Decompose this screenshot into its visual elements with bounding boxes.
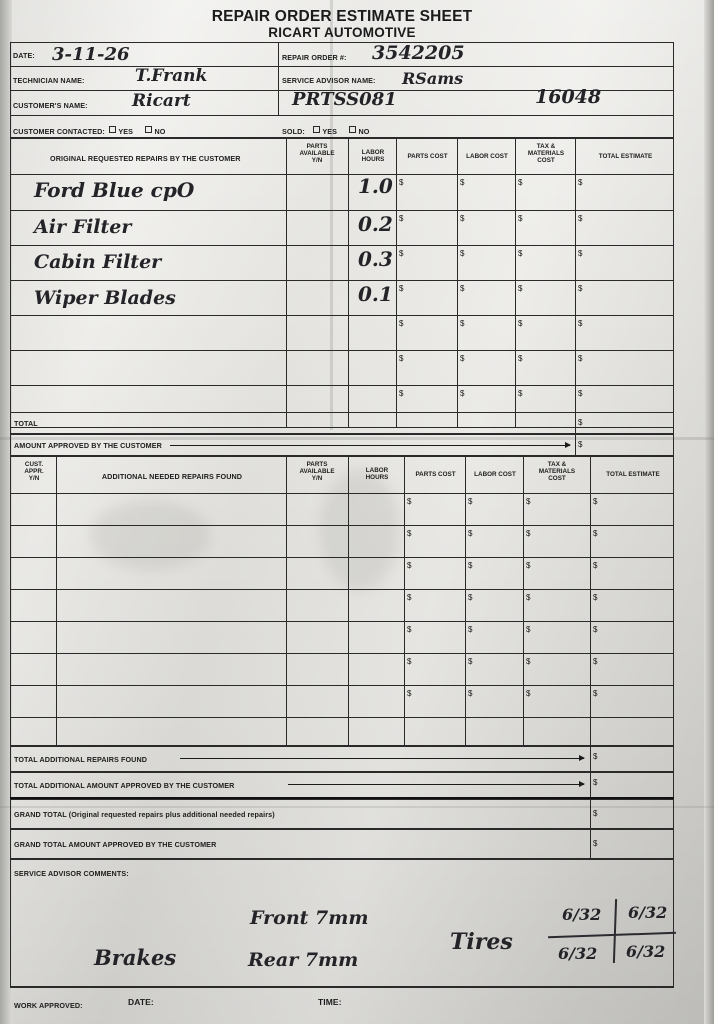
t2-row-line-2: [10, 557, 674, 558]
t2-r4-labor-cost-currency: $: [468, 593, 473, 602]
t1-total-col: [575, 412, 576, 434]
t1-r2-total-currency: $: [578, 214, 583, 223]
t2-header-tax-materials: TAX & MATERIALS COST: [538, 461, 576, 482]
t1-header-tax-materials: TAX & MATERIALS COST: [527, 143, 565, 164]
t2-r3-labor-cost-currency: $: [468, 561, 473, 570]
t1-row-line-1: [10, 210, 674, 211]
t2-row-line-1: [10, 525, 674, 526]
t2-col-parts-cost: [404, 456, 405, 746]
t2-header-cust-appr: CUST. APPR. Y/N: [24, 461, 44, 482]
t1-total-currency: $: [578, 418, 583, 427]
t1-r5-labor-cost-currency: $: [460, 319, 465, 328]
comments-tires: Tires: [450, 929, 513, 955]
t2-r7-labor-cost-currency: $: [468, 689, 473, 698]
t2-col-labor-cost: [465, 456, 466, 746]
t1-r3-total-currency: $: [578, 249, 583, 258]
comments-rear: Rear 7mm: [248, 949, 359, 971]
t1-r7-labor-cost-currency: $: [460, 389, 465, 398]
total-additional-approved-currency: $: [593, 778, 598, 787]
t2-r7-parts-cost-currency: $: [407, 689, 412, 698]
t1-r7-tax-currency: $: [518, 389, 523, 398]
t1-r1-total-currency: $: [578, 178, 583, 187]
t1-row-2-repair: Air Filter: [34, 216, 132, 238]
t1-r6-tax-currency: $: [518, 354, 523, 363]
title-line-2: RICART AUTOMOTIVE: [268, 25, 416, 40]
t2-r2-total-currency: $: [593, 529, 598, 538]
tire-depth-left-front: 6/32: [562, 905, 602, 924]
repair-order-label: REPAIR ORDER #:: [282, 53, 347, 62]
footer-time-label: TIME:: [318, 997, 342, 1007]
total-additional-arrow: [180, 758, 584, 759]
t1-r3-tax-currency: $: [518, 249, 523, 258]
t1-approved-arrow: [170, 445, 570, 446]
stock-number-value: 16048: [535, 86, 602, 108]
sold-no-label: NO: [358, 127, 370, 136]
customer-code-value: PRTSS081: [292, 89, 397, 110]
t1-r2-tax-currency: $: [518, 214, 523, 223]
t1-row-line-6: [10, 385, 674, 386]
grand-total-col: [590, 799, 591, 829]
t1-header-total-estimate: TOTAL ESTIMATE: [598, 153, 653, 160]
footer-date-label: DATE:: [128, 997, 154, 1007]
t2-r3-tax-currency: $: [526, 561, 531, 570]
t1-row-1-repair: Ford Blue cpO: [34, 178, 195, 202]
t2-header-bottom: [10, 493, 674, 494]
t2-r7-tax-currency: $: [526, 689, 531, 698]
estimate-form: [10, 6, 674, 1016]
t1-header-repairs: ORIGINAL REQUESTED REPAIRS BY THE CUSTOMER: [50, 154, 241, 163]
t2-header-parts-cost: PARTS COST: [415, 471, 456, 478]
t1-r1-parts-cost-currency: $: [399, 178, 404, 187]
t2-row-line-7: [10, 717, 674, 718]
t2-header-labor-cost: LABOR COST: [474, 471, 516, 478]
total-additional-approved-col: [590, 772, 591, 798]
t2-r5-tax-currency: $: [526, 625, 531, 634]
t1-row-4-repair: Wiper Blades: [34, 287, 176, 309]
t2-r5-total-currency: $: [593, 625, 598, 634]
t1-r1-tax-currency: $: [518, 178, 523, 187]
t2-r3-total-currency: $: [593, 561, 598, 570]
t1-row-line-5: [10, 350, 674, 351]
t1-r1-labor-cost-currency: $: [460, 178, 465, 187]
t2-r2-parts-cost-currency: $: [407, 529, 412, 538]
t2-r4-total-currency: $: [593, 593, 598, 602]
t1-header-parts-cost: PARTS COST: [407, 153, 448, 160]
t2-header-parts-available: PARTS AVAILABLE Y/N: [299, 461, 335, 482]
t1-r5-total-currency: $: [578, 319, 583, 328]
comments-front: Front 7mm: [250, 907, 369, 929]
t1-r4-tax-currency: $: [518, 284, 523, 293]
customer-contacted-yes-label: YES: [118, 127, 134, 136]
paper-right-edge: [704, 0, 714, 1024]
grand-total-approved-col: [590, 829, 591, 859]
t2-row-line-6: [10, 685, 674, 686]
t1-r4-labor-cost-currency: $: [460, 284, 465, 293]
t1-row-line-2: [10, 245, 674, 246]
t1-row-4-labor-hours: 0.1: [358, 282, 393, 306]
t2-r1-tax-currency: $: [526, 497, 531, 506]
t2-r3-parts-cost-currency: $: [407, 561, 412, 570]
tire-depth-right-front: 6/32: [628, 903, 668, 922]
grand-total-label: GRAND TOTAL (Original requested repairs plus additional needed repairs): [14, 810, 275, 819]
total-additional-approved-label: TOTAL ADDITIONAL AMOUNT APPROVED BY THE CUSTOMER: [14, 781, 235, 790]
t2-header-labor-hours: LABOR HOURS: [365, 467, 389, 481]
t2-col-parts-avail: [286, 456, 287, 746]
additional-repairs-table: [10, 456, 674, 746]
date-label: DATE:: [13, 51, 35, 60]
t1-header-labor-cost: LABOR COST: [466, 153, 508, 160]
t1-row-line-3: [10, 280, 674, 281]
total-additional-col: [590, 746, 591, 772]
t2-header-total-estimate: TOTAL ESTIMATE: [606, 471, 660, 478]
t2-r2-tax-currency: $: [526, 529, 531, 538]
t1-r6-parts-cost-currency: $: [399, 354, 404, 363]
header-divider-1: [10, 66, 674, 67]
service-advisor-value: RSams: [402, 69, 464, 88]
grand-total-currency: $: [593, 809, 598, 818]
t2-r6-parts-cost-currency: $: [407, 657, 412, 666]
tire-depth-left-rear: 6/32: [558, 944, 598, 963]
comments-brakes: Brakes: [94, 945, 177, 970]
t1-header-parts-available: PARTS AVAILABLE Y/N: [299, 143, 335, 164]
t1-approved-currency: $: [578, 440, 583, 449]
sold-no-checkbox[interactable]: [349, 126, 356, 133]
t2-col-total-estimate: [590, 456, 591, 746]
title-line-1: REPAIR ORDER ESTIMATE SHEET: [211, 8, 473, 25]
service-advisor-comments-label: SERVICE ADVISOR COMMENTS:: [14, 869, 129, 878]
t2-r1-labor-cost-currency: $: [468, 497, 473, 506]
sold-group: [282, 121, 369, 139]
t2-r6-total-currency: $: [593, 657, 598, 666]
customer-contacted-group: [13, 121, 165, 139]
repair-order-value: 3542205: [372, 42, 465, 64]
t2-r5-labor-cost-currency: $: [468, 625, 473, 634]
customer-contacted-no-checkbox[interactable]: [145, 126, 152, 133]
t1-header-labor-hours: LABOR HOURS: [361, 149, 385, 163]
t2-r2-labor-cost-currency: $: [468, 529, 473, 538]
total-additional-label: TOTAL ADDITIONAL REPAIRS FOUND: [14, 755, 148, 764]
technician-value: T.Frank: [135, 66, 208, 86]
customer-contacted-no-label: NO: [154, 127, 166, 136]
t1-total-label: TOTAL: [14, 419, 38, 428]
t1-r4-total-currency: $: [578, 284, 583, 293]
service-advisor-label: SERVICE ADVISOR NAME:: [282, 76, 376, 85]
t1-row-3-repair: Cabin Filter: [34, 251, 162, 273]
customer-label: CUSTOMER'S NAME:: [13, 101, 88, 110]
t1-approved-label: AMOUNT APPROVED BY THE CUSTOMER: [14, 441, 162, 450]
t1-r6-total-currency: $: [578, 354, 583, 363]
t1-r5-parts-cost-currency: $: [399, 319, 404, 328]
header-divider-3: [10, 115, 674, 116]
sold-label: SOLD:: [282, 127, 305, 136]
t1-r4-parts-cost-currency: $: [399, 284, 404, 293]
t1-row-3-labor-hours: 0.3: [358, 247, 393, 271]
t1-row-1-labor-hours: 1.0: [358, 174, 393, 198]
tire-depth-right-rear: 6/32: [626, 942, 666, 961]
document-title: [10, 8, 674, 40]
t1-row-2-labor-hours: 0.2: [358, 212, 393, 236]
sold-yes-checkbox[interactable]: [313, 126, 320, 133]
t2-r7-total-currency: $: [593, 689, 598, 698]
total-additional-currency: $: [593, 752, 598, 761]
t1-r3-parts-cost-currency: $: [399, 249, 404, 258]
date-value: 3-11-26: [52, 44, 130, 65]
header-divider-vertical: [278, 42, 279, 115]
t2-header-additional: ADDITIONAL NEEDED REPAIRS FOUND: [101, 472, 243, 481]
sold-yes-label: YES: [322, 127, 337, 136]
t2-col-cust-appr: [56, 456, 57, 746]
customer-value: Ricart: [132, 91, 191, 111]
t2-row-line-3: [10, 589, 674, 590]
work-approved-label: WORK APPROVED:: [14, 1001, 83, 1010]
t2-r6-tax-currency: $: [526, 657, 531, 666]
t1-row-line-4: [10, 315, 674, 316]
t2-row-line-5: [10, 653, 674, 654]
t2-r1-parts-cost-currency: $: [407, 497, 412, 506]
t2-r6-labor-cost-currency: $: [468, 657, 473, 666]
t1-r2-labor-cost-currency: $: [460, 214, 465, 223]
t1-approved-col: [575, 434, 576, 456]
technician-label: TECHNICIAN NAME:: [13, 76, 85, 85]
t2-col-tax: [523, 456, 524, 746]
t1-r7-total-currency: $: [578, 389, 583, 398]
t1-r5-tax-currency: $: [518, 319, 523, 328]
t2-r4-tax-currency: $: [526, 593, 531, 602]
total-additional-approved-arrow: [288, 784, 584, 785]
footer-divider: [10, 987, 674, 988]
t2-r4-parts-cost-currency: $: [407, 593, 412, 602]
customer-contacted-label: CUSTOMER CONTACTED:: [13, 127, 105, 136]
t2-r5-parts-cost-currency: $: [407, 625, 412, 634]
t2-col-labor-hours: [348, 456, 349, 746]
t1-r7-parts-cost-currency: $: [399, 389, 404, 398]
t2-row-line-4: [10, 621, 674, 622]
grand-total-approved-label: GRAND TOTAL AMOUNT APPROVED BY THE CUSTOMER: [14, 840, 217, 849]
t1-r2-parts-cost-currency: $: [399, 214, 404, 223]
customer-contacted-yes-checkbox[interactable]: [109, 126, 116, 133]
t1-r6-labor-cost-currency: $: [460, 354, 465, 363]
t1-r3-labor-cost-currency: $: [460, 249, 465, 258]
grand-total-approved-currency: $: [593, 839, 598, 848]
t2-r1-total-currency: $: [593, 497, 598, 506]
